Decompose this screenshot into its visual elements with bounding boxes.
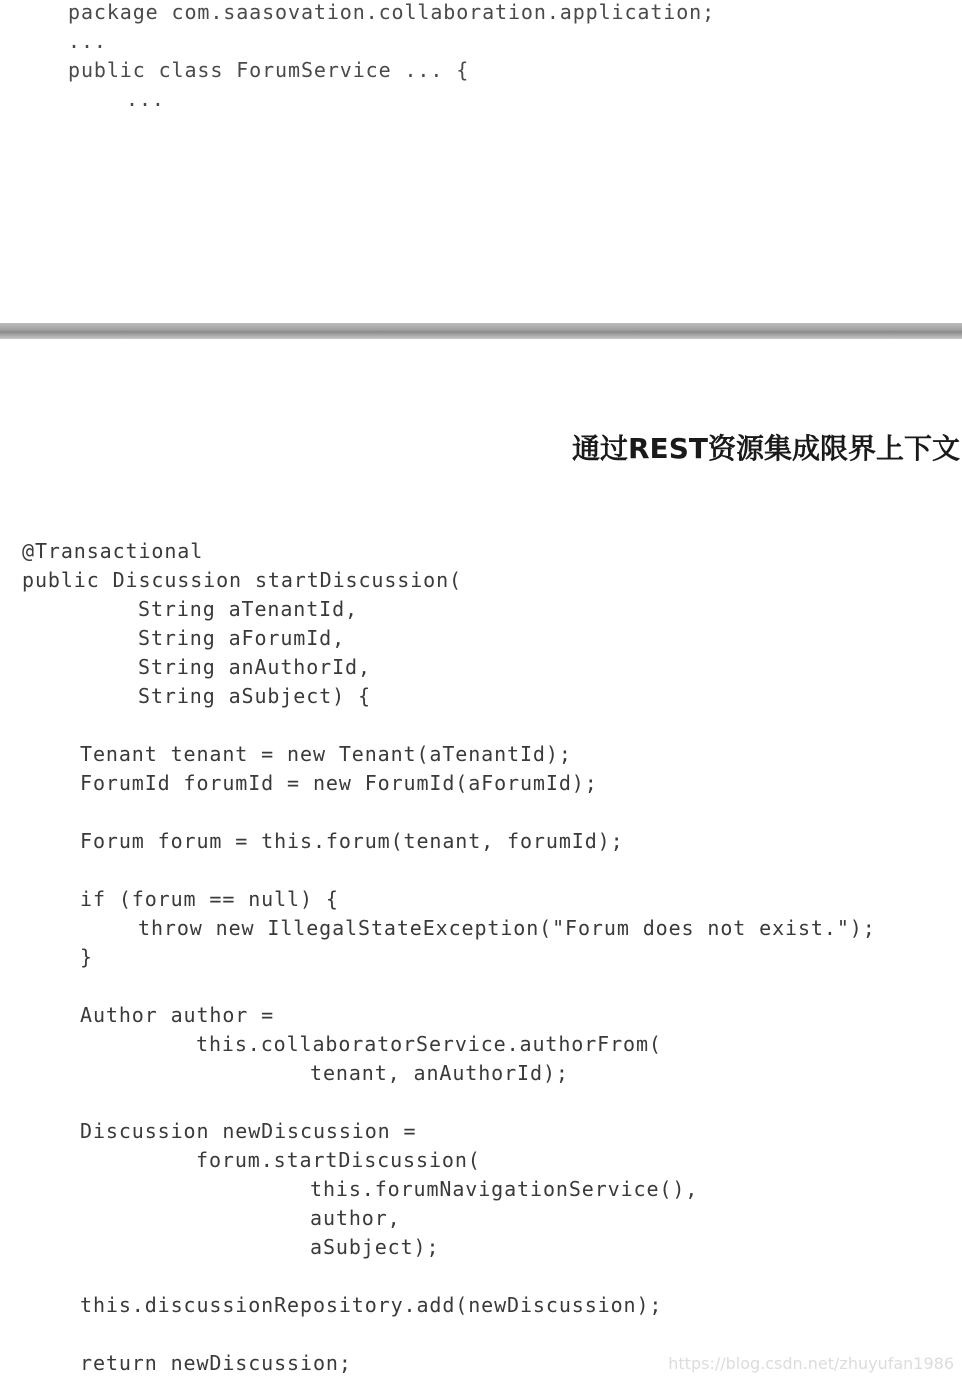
code-line-continuation: this.collaboratorService.authorFrom( bbox=[196, 1032, 662, 1056]
code-line-parameter: String anAuthorId, bbox=[138, 655, 371, 679]
code-line-ellipsis: ... bbox=[68, 29, 107, 53]
code-line-statement: Forum forum = this.forum(tenant, forumId); bbox=[80, 829, 624, 853]
code-line-continuation: forum.startDiscussion( bbox=[196, 1148, 481, 1172]
code-line-statement: Tenant tenant = new Tenant(aTenantId); bbox=[80, 742, 572, 766]
code-line-throw: throw new IllegalStateException("Forum does not exist."); bbox=[138, 916, 876, 940]
code-line-package: package com.saasovation.collaboration.application; bbox=[68, 0, 716, 24]
code-line-statement: ForumId forumId = new ForumId(aForumId); bbox=[80, 771, 598, 795]
page-header: 通过REST资源集成限界上下文 bbox=[572, 432, 960, 465]
code-line-parameter: String aForumId, bbox=[138, 626, 346, 650]
code-line-argument: this.forumNavigationService(), bbox=[310, 1177, 699, 1201]
code-line-annotation: @Transactional bbox=[22, 539, 204, 563]
code-line-return: return newDiscussion; bbox=[80, 1351, 352, 1375]
code-line-statement: Author author = bbox=[80, 1003, 275, 1027]
page-divider bbox=[0, 323, 962, 339]
code-line-argument: aSubject); bbox=[310, 1235, 440, 1259]
code-line-method-signature: public Discussion startDiscussion( bbox=[22, 568, 462, 592]
code-line-if: if (forum == null) { bbox=[80, 887, 339, 911]
watermark: https://blog.csdn.net/zhuyufan1986 bbox=[668, 1354, 954, 1373]
code-line-statement: this.discussionRepository.add(newDiscussion); bbox=[80, 1293, 663, 1317]
code-line-continuation: tenant, anAuthorId); bbox=[310, 1061, 569, 1085]
code-line-closing-brace: } bbox=[80, 945, 93, 969]
code-line-parameter: String aTenantId, bbox=[138, 597, 358, 621]
code-line-ellipsis: ... bbox=[126, 87, 165, 111]
code-line-argument: author, bbox=[310, 1206, 401, 1230]
code-line-class-declaration: public class ForumService ... { bbox=[68, 58, 470, 82]
code-line-statement: Discussion newDiscussion = bbox=[80, 1119, 417, 1143]
code-line-parameter: String aSubject) { bbox=[138, 684, 371, 708]
